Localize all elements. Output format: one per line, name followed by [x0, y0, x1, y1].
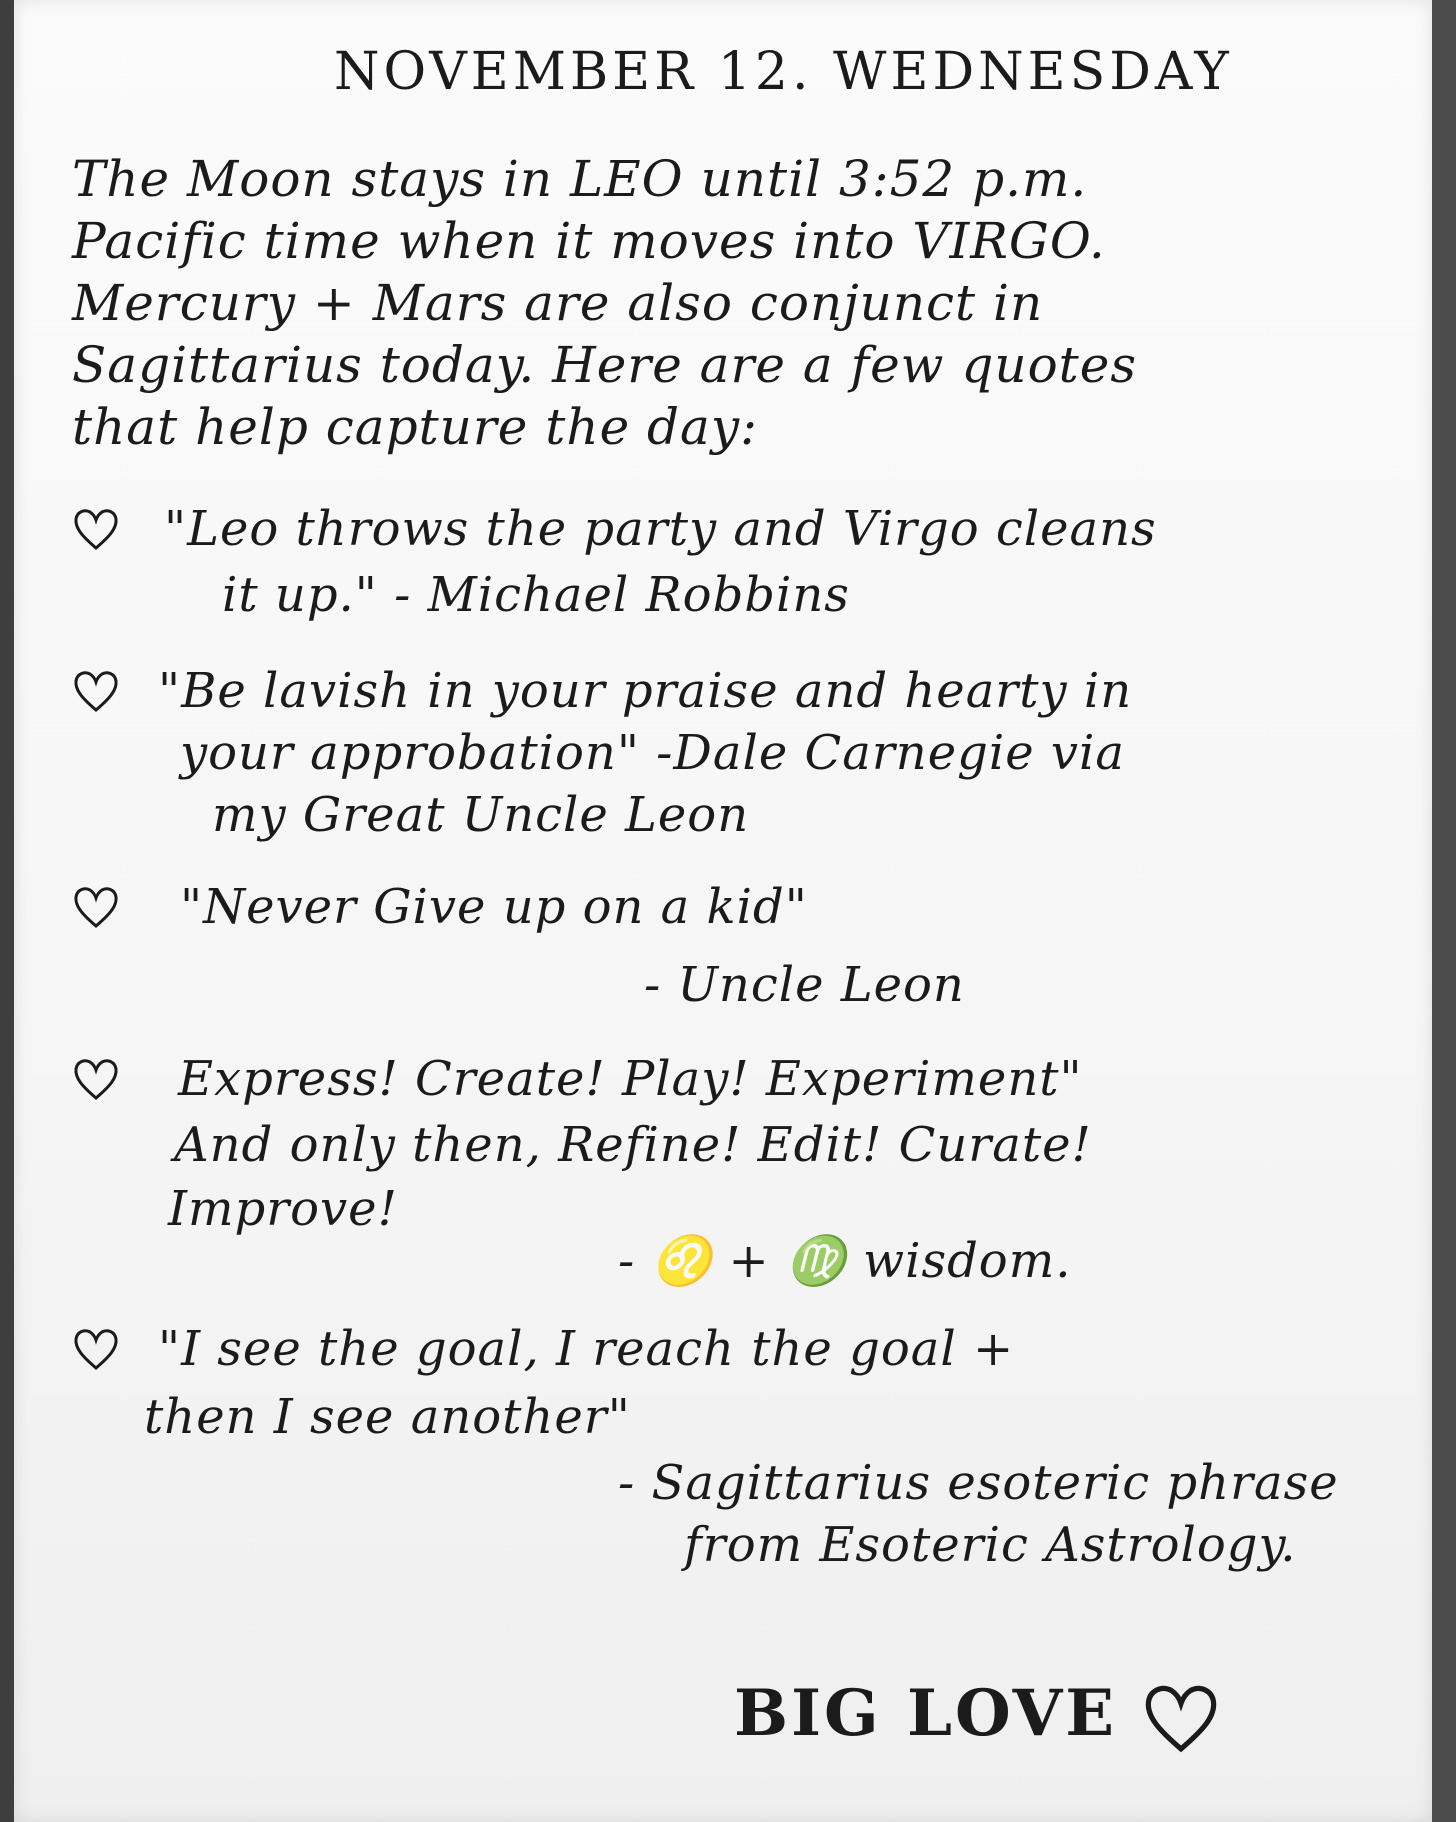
intro-line: Sagittarius today. Here are a few quotes: [72, 336, 1138, 394]
handwritten-page: [14, 0, 1432, 1822]
quote-line: my Great Uncle Leon: [212, 787, 750, 843]
quote-line: your approbation" -Dale Carnegie via: [180, 725, 1125, 781]
quote-line: "Be lavish in your praise and hearty in: [158, 663, 1133, 719]
intro-line: that help capture the day:: [72, 398, 758, 456]
quote-line: And only then, Refine! Edit! Curate!: [174, 1117, 1092, 1173]
quote-attribution: - Uncle Leon: [644, 957, 965, 1013]
heart-outline-icon: [72, 884, 120, 930]
quote-item-see-the-goal: [72, 1320, 1432, 1580]
intro-line: Mercury + Mars are also conjunct in: [72, 274, 1044, 332]
quote-item-lavish-praise: [72, 662, 1432, 862]
signoff-big-love: BIG LOVE: [734, 1676, 1118, 1751]
heart-outline-icon: [1142, 1680, 1220, 1756]
quote-item-leo-party: [72, 500, 1432, 640]
quote-attribution: - Sagittarius esoteric phrase: [618, 1455, 1339, 1511]
heart-outline-icon: [72, 506, 120, 552]
date-heading: NOVEMBER 12. WEDNESDAY: [334, 42, 1233, 102]
intro-line: The Moon stays in LEO until 3:52 p.m.: [72, 150, 1088, 208]
quote-line: then I see another": [144, 1389, 631, 1445]
quote-line: Improve!: [168, 1181, 398, 1237]
heart-outline-icon: [72, 1056, 120, 1102]
quote-line: "Leo throws the party and Virgo cleans: [164, 501, 1157, 557]
heart-outline-icon: [72, 668, 120, 714]
quote-line: "Never Give up on a kid": [180, 879, 808, 935]
quote-line: it up." - Michael Robbins: [222, 567, 850, 623]
intro-paragraph: [72, 148, 1412, 458]
quote-line: "I see the goal, I reach the goal +: [158, 1321, 1015, 1377]
intro-line: Pacific time when it moves into VIRGO.: [72, 212, 1106, 270]
heart-outline-icon: [72, 1326, 120, 1372]
quote-item-never-give-up: [72, 878, 1432, 1018]
quote-item-express-create: [72, 1050, 1432, 1290]
quote-line: Express! Create! Play! Experiment": [178, 1051, 1083, 1107]
quote-attribution: - ♌ + ♍ wisdom.: [618, 1233, 1072, 1289]
quote-attribution: from Esoteric Astrology.: [684, 1517, 1297, 1573]
